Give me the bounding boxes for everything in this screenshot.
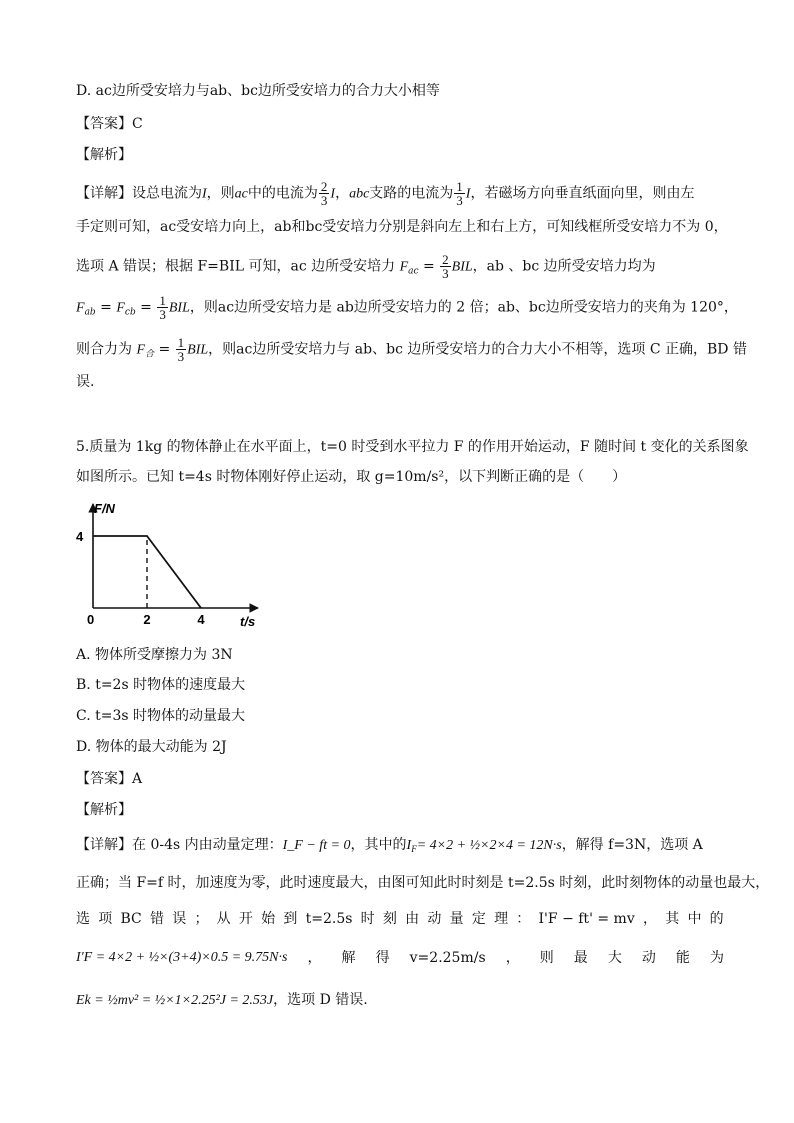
word: ， bbox=[642, 911, 657, 927]
word: ； bbox=[194, 911, 209, 927]
word: 为 bbox=[709, 950, 724, 966]
detail-line-3: 选项 A 错误；根据 F=BIL 可知，ac 边所受安培力 $F_{ac}$ = $\frac{2}{3}$ BIL，ab 、bc 边所受安培力均为 bbox=[76, 252, 656, 281]
x-axis-label: t/s bbox=[240, 614, 256, 629]
word: t=2.5s bbox=[305, 911, 353, 927]
q5-answer-label: 【答案】A bbox=[76, 771, 143, 787]
word: 动 bbox=[641, 950, 656, 966]
q5-detail-line-4: I'F = 4×2 + ½×(3+4)×0.5 = 9.75N·s ， 解 得 v=2.25m/s ， 则 最 大 动 能 为 bbox=[76, 950, 724, 966]
q5-detail-line-1: 【详解】在 0-4s 内由动量定理：I_F − ft = 0，其中的$I_F= 4\times 2$ + ½×2×4 = 12N·s，解得 f=3N，选项 A bbox=[76, 837, 703, 854]
word: ， bbox=[505, 950, 520, 966]
detail-line-5: 则合力为 $F_合$ = $\frac{1}{3}$ BIL，则ac边所受安培力与 ab、bc 边所受安培力的合力大小不相等，选项 C 正确，BD 错 bbox=[76, 335, 747, 364]
q5-stem-line-1: 5.质量为 1kg 的物体静止在水平面上，t=0 时受到水平拉力 F 的作用开始运动，F 随时间 t 变化的关系图象 bbox=[76, 439, 749, 455]
word: 从 bbox=[216, 911, 231, 927]
word: 得 bbox=[375, 950, 390, 966]
word: 刻 bbox=[382, 911, 397, 927]
word: 选 bbox=[76, 911, 90, 927]
word: I'F − ft' = mv bbox=[538, 911, 635, 927]
word: 能 bbox=[675, 950, 690, 966]
q5-detail-line-5: Ek = ½mv² = ½×1×2.25²J = 2.53J，选项 D 错误. bbox=[76, 992, 368, 1008]
word: 到 bbox=[283, 911, 298, 927]
word: 项 bbox=[98, 911, 113, 927]
detail-line-1: 【详解】设总电流为I，则ac中的电流为 $\frac{2}{3}$ I，abc支路的电流为 $\frac{1}{3}$ I，若磁场方向垂直纸面向里，则由左 bbox=[76, 179, 695, 208]
q5-option-c: C. t=3s 时物体的动量最大 bbox=[76, 708, 246, 724]
word: ， bbox=[307, 950, 322, 966]
option-d-prev: D. ac边所受安培力与ab、bc边所受安培力的合力大小相等 bbox=[76, 83, 440, 99]
q5-analysis-label: 【解析】 bbox=[76, 802, 132, 818]
q5-detail-line-3 bbox=[76, 909, 724, 929]
analysis-label-prev: 【解析】 bbox=[76, 147, 132, 163]
x-tick-label-4: 4 bbox=[197, 612, 205, 627]
word: 定 bbox=[471, 911, 486, 927]
word: 误 bbox=[172, 911, 187, 927]
word: 的 bbox=[709, 911, 724, 927]
detail-line-2: 手定则可知，ac受安培力向上，ab和bc受安培力分别是斜向左上和右上方，可知线框所受安培力不为 0， bbox=[76, 219, 728, 235]
word: 理 bbox=[494, 911, 509, 927]
y-tick-label-4: 4 bbox=[76, 529, 84, 544]
force-time-graph bbox=[70, 498, 270, 636]
word: 则 bbox=[539, 950, 554, 966]
word: 其 bbox=[665, 911, 680, 927]
q5-option-d: D. 物体的最大动能为 2J bbox=[76, 739, 227, 755]
word: v=2.25m/s bbox=[409, 950, 486, 966]
q5-option-b: B. t=2s 时物体的速度最大 bbox=[76, 677, 246, 693]
word: 动 bbox=[427, 911, 442, 927]
word: BC bbox=[120, 911, 142, 927]
detail-line-4: $F_{ab} = F_{cb}$ = $\frac{1}{3}$ BIL，则ac边所受安培力是 ab边所受安培力的 2 倍；ab、bc边所受安培力的夹角为 120°， bbox=[76, 293, 738, 322]
word: 始 bbox=[261, 911, 276, 927]
word: 解 bbox=[341, 950, 356, 966]
origin-label: 0 bbox=[87, 612, 95, 627]
answer-label-prev: 【答案】C bbox=[76, 116, 143, 132]
y-axis-label: F/N bbox=[94, 501, 115, 516]
word: 大 bbox=[607, 950, 622, 966]
word: 开 bbox=[238, 911, 253, 927]
q5-stem-line-2: 如图所示。已知 t=4s 时物体刚好停止运动，取 g=10m/s²，以下判断正确的是（ ） bbox=[76, 469, 627, 485]
q5-option-a: A. 物体所受摩擦力为 3N bbox=[76, 647, 233, 663]
x-tick-label-2: 2 bbox=[143, 612, 151, 627]
word: 最 bbox=[573, 950, 588, 966]
word: 错 bbox=[149, 911, 164, 927]
word: 时 bbox=[360, 911, 375, 927]
word: 量 bbox=[449, 911, 464, 927]
word: 由 bbox=[405, 911, 420, 927]
detail-line-6: 误. bbox=[76, 374, 95, 390]
word: 中 bbox=[687, 911, 702, 927]
word: ： bbox=[516, 911, 531, 927]
q5-detail-line-2: 正确；当 F=f 时，加速度为零，此时速度最大，由图可知此时时刻是 t=2.5s 时刻，此时刻物体的动量也最大， bbox=[76, 875, 770, 891]
